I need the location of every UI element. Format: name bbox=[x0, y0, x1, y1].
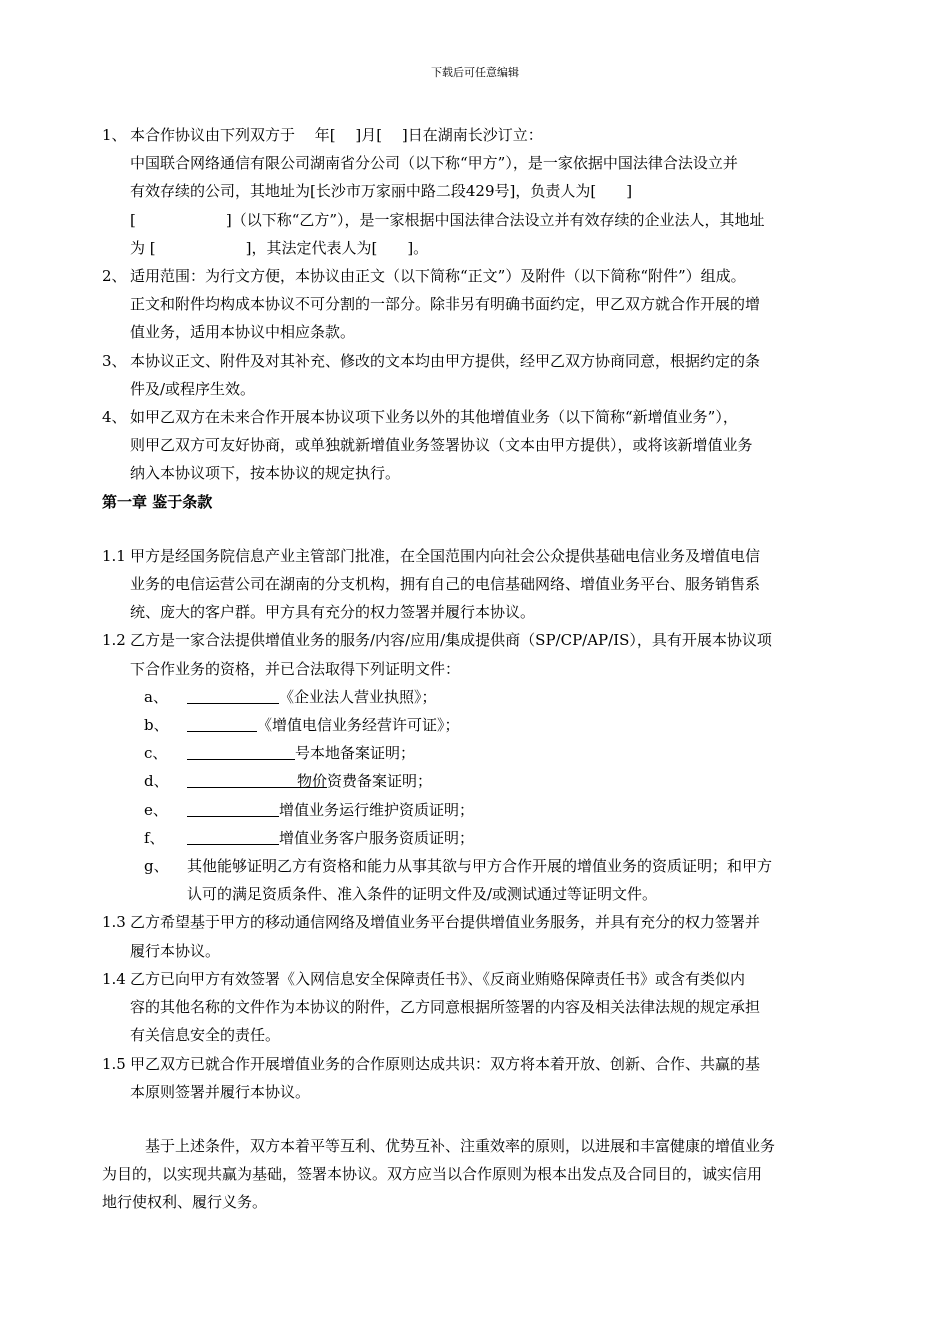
closing-line: 为目的，以实现共赢为基础，签署本协议。双方应当以合作原则为根本出发点及合同目的，诚实信用 bbox=[102, 1165, 763, 1184]
closing-line: 基于上述条件，双方本着平等互利、优势互补、注重效率的原则，以进展和丰富健康的增值业务 bbox=[145, 1136, 776, 1155]
clause-4 bbox=[102, 403, 862, 488]
section-line: 乙方是一家合法提供增值业务的服务/内容/应用/集成提供商（SP/CP/AP/IS），具有开展本协议项 bbox=[130, 631, 772, 650]
section-line: 本原则签署并履行本协议。 bbox=[130, 1082, 311, 1101]
fill-blank bbox=[187, 827, 279, 845]
section-1-1 bbox=[102, 542, 862, 627]
item-line: 认可的满足资质条件、准入条件的证明文件及/或测试通过等证明文件。 bbox=[187, 885, 658, 904]
section-number: 1.2 bbox=[102, 631, 126, 650]
clause-line: 件及/或程序生效。 bbox=[130, 379, 256, 398]
section-line: 容的其他名称的文件作为本协议的附件，乙方同意根据所签署的内容及相关法律法规的规定承担 bbox=[130, 998, 761, 1017]
cert-item-c bbox=[102, 739, 862, 767]
clause-line: 纳入本协议项下，按本协议的规定执行。 bbox=[130, 464, 401, 483]
item-text: 《企业法人营业执照》； bbox=[279, 687, 437, 706]
clause-line: 则甲乙双方可友好协商，或单独就新增值业务签署协议（文本由甲方提供），或将该新增值业务 bbox=[130, 436, 753, 455]
section-line: 下合作业务的资格，并已合法取得下列证明文件： bbox=[130, 659, 461, 678]
clause-line: [ ]（以下称“乙方”），是一家根据中国法律合法设立并有效存续的企业法人，其地址 bbox=[130, 210, 765, 229]
cert-item-f bbox=[102, 824, 862, 852]
item-text: 增值业务客户服务资质证明； bbox=[279, 828, 475, 847]
item-text: 资费备案证明； bbox=[327, 772, 433, 791]
clause-line: 为 [ ]，其法定代表人为[ ]。 bbox=[130, 238, 429, 257]
section-line: 统、庞大的客户群。甲方具有充分的权力签署并履行本协议。 bbox=[130, 603, 536, 622]
fill-blank bbox=[187, 686, 279, 704]
section-line: 甲乙双方已就合作开展增值业务的合作原则达成共识：双方将本着开放、创新、合作、共赢的基 bbox=[130, 1054, 761, 1073]
cert-item-d bbox=[102, 767, 862, 795]
clause-2 bbox=[102, 262, 862, 347]
item-text: 增值业务运行维护资质证明； bbox=[279, 800, 475, 819]
item-text: 《增值电信业务经营许可证》； bbox=[257, 716, 460, 735]
section-1-2 bbox=[102, 626, 862, 682]
section-line: 有关信息安全的责任。 bbox=[130, 1026, 281, 1045]
fill-blank bbox=[187, 799, 279, 817]
section-line: 业务的电信运营公司在湖南的分支机构，拥有自己的电信基础网络、增值业务平台、服务销售系 bbox=[130, 575, 761, 594]
item-letter: e、 bbox=[144, 800, 168, 819]
item-letter: g、 bbox=[144, 857, 169, 876]
section-line: 乙方希望基于甲方的移动通信网络及增值业务平台提供增值业务服务，并具有充分的权力签署并 bbox=[130, 913, 761, 932]
fill-blank bbox=[187, 770, 297, 788]
item-letter: d、 bbox=[144, 772, 169, 791]
page-header: 下载后可任意编辑 bbox=[431, 66, 519, 79]
spacer bbox=[102, 516, 862, 542]
section-number: 1.3 bbox=[102, 913, 126, 932]
cert-item-b bbox=[102, 711, 862, 739]
clause-line: 适用范围：为行文方便，本协议由正文（以下简称“正文”）及附件（以下简称“附件”）组成。 bbox=[130, 267, 746, 286]
fill-blank bbox=[187, 714, 257, 732]
section-line: 乙方已向甲方有效签署《入网信息安全保障责任书》、《反商业贿赂保障责任书》或含有类似内 bbox=[130, 969, 746, 988]
closing-line: 地行使权利、履行义务。 bbox=[102, 1193, 268, 1212]
clause-number: 1、 bbox=[102, 126, 127, 144]
section-1-3 bbox=[102, 908, 862, 964]
section-number: 1.1 bbox=[102, 546, 126, 565]
section-line: 甲方是经国务院信息产业主管部门批准，在全国范围内向社会公众提供基础电信业务及增值电信 bbox=[130, 546, 761, 565]
cert-item-a bbox=[102, 683, 862, 711]
section-1-5 bbox=[102, 1050, 862, 1106]
item-line: 其他能够证明乙方有资格和能力从事其欲与甲方合作开展的增值业务的资质证明；和甲方 bbox=[187, 857, 773, 876]
item-letter: b、 bbox=[144, 716, 169, 735]
clause-line: 有效存续的公司，其地址为[长沙市万家丽中路二段429号]，负责人为[ ] bbox=[130, 182, 633, 201]
clause-line: 如甲乙双方在未来合作开展本协议项下业务以外的其他增值业务（以下简称“新增值业务”）， bbox=[130, 408, 738, 427]
clause-number: 2、 bbox=[102, 267, 127, 286]
section-number: 1.4 bbox=[102, 969, 126, 988]
clause-line: 本协议正文、附件及对其补充、修改的文本均由甲方提供，经甲乙双方协商同意，根据约定的条 bbox=[130, 351, 761, 370]
document-body bbox=[102, 121, 862, 1217]
cert-item-e bbox=[102, 796, 862, 824]
fill-blank bbox=[187, 742, 295, 760]
closing-paragraph bbox=[102, 1132, 862, 1217]
item-underlined-text: 物价 bbox=[297, 772, 328, 791]
section-1-4 bbox=[102, 965, 862, 1050]
section-number: 1.5 bbox=[102, 1054, 126, 1073]
clause-line: 正文和附件均构成本协议不可分割的一部分。除非另有明确书面约定，甲乙双方就合作开展的增 bbox=[130, 295, 761, 314]
clause-line: 值业务，适用本协议中相应条款。 bbox=[130, 323, 356, 342]
clause-line: 本合作协议由下列双方于 年[ ]月[ ]日在湖南长沙订立： bbox=[130, 126, 543, 144]
item-text: 号本地备案证明； bbox=[295, 744, 416, 763]
item-letter: c、 bbox=[144, 744, 168, 763]
clause-number: 4、 bbox=[102, 408, 127, 427]
clause-3 bbox=[102, 347, 862, 403]
clause-1 bbox=[102, 121, 862, 262]
clause-line: 中国联合网络通信有限公司湖南省分公司（以下称“甲方”），是一家依据中国法律合法设立并 bbox=[130, 154, 738, 173]
clause-number: 3、 bbox=[102, 351, 127, 370]
item-letter: a、 bbox=[144, 687, 168, 706]
item-letter: f、 bbox=[144, 828, 165, 847]
chapter-title: 第一章 鉴于条款 bbox=[102, 492, 213, 511]
spacer bbox=[102, 1106, 862, 1132]
cert-item-g bbox=[102, 852, 862, 908]
section-line: 履行本协议。 bbox=[130, 941, 221, 960]
